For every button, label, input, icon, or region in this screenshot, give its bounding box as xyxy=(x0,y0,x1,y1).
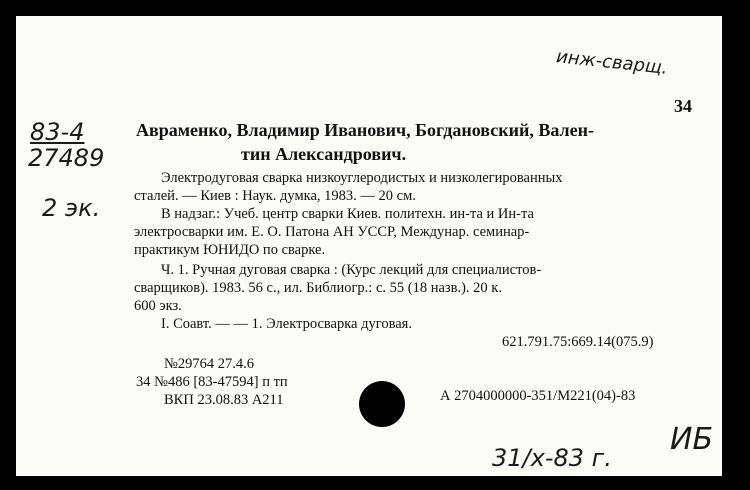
note-line: электросварки им. Е. О. Патона АН УССР, Междунар. семинар- xyxy=(134,224,530,240)
accession-line: №29764 27.4.6 xyxy=(164,356,254,372)
handwritten-call-number: 83-4 xyxy=(30,118,85,146)
catalog-card xyxy=(16,16,722,476)
accession-line: 34 №486 [83-47594] п тп xyxy=(136,374,288,390)
card-number: 34 xyxy=(674,96,692,116)
edition-size: 600 экз. xyxy=(134,298,182,314)
udc-classification: 621.791.75:669.14(075.9) xyxy=(502,334,654,350)
punch-hole xyxy=(359,381,405,427)
handwritten-copies-count: 2 эк. xyxy=(42,194,101,222)
part-line: сварщиков). 1983. 56 с., ил. Библиогр.: с. 55 (18 назв.). 20 к. xyxy=(134,280,502,296)
part-line: Ч. 1. Ручная дуговая сварка : (Курс лекций для специалистов- xyxy=(161,262,542,278)
tracing-line: I. Соавт. — — 1. Электросварка дуговая. xyxy=(161,316,412,332)
imprint-line: сталей. — Киев : Наук. думка, 1983. — 20 см. xyxy=(134,188,416,204)
handwritten-initials: ИБ xyxy=(670,422,714,457)
punch-margin xyxy=(6,220,14,470)
note-line: практикум ЮНИДО по сварке. xyxy=(134,242,326,258)
registration-line: ВКП 23.08.83 А211 xyxy=(164,392,284,408)
title-line: Электродуговая сварка низкоуглеродистых и низколегированных xyxy=(161,170,563,186)
catalog-code: А 2704000000-351/М221(04)-83 xyxy=(440,388,636,404)
handwritten-subject-note: инж-сварщ. xyxy=(555,46,669,79)
author-heading: Авраменко, Владимир Иванович, Богдановский, Вален- xyxy=(136,120,594,140)
handwritten-date: 31/х-83 г. xyxy=(492,444,612,472)
author-heading-cont: тин Александрович. xyxy=(241,144,407,164)
handwritten-inventory-number: 27489 xyxy=(28,144,105,172)
note-line: В надзаг.: Учеб. центр сварки Киев. политехн. ин-та и Ин-та xyxy=(161,206,534,222)
